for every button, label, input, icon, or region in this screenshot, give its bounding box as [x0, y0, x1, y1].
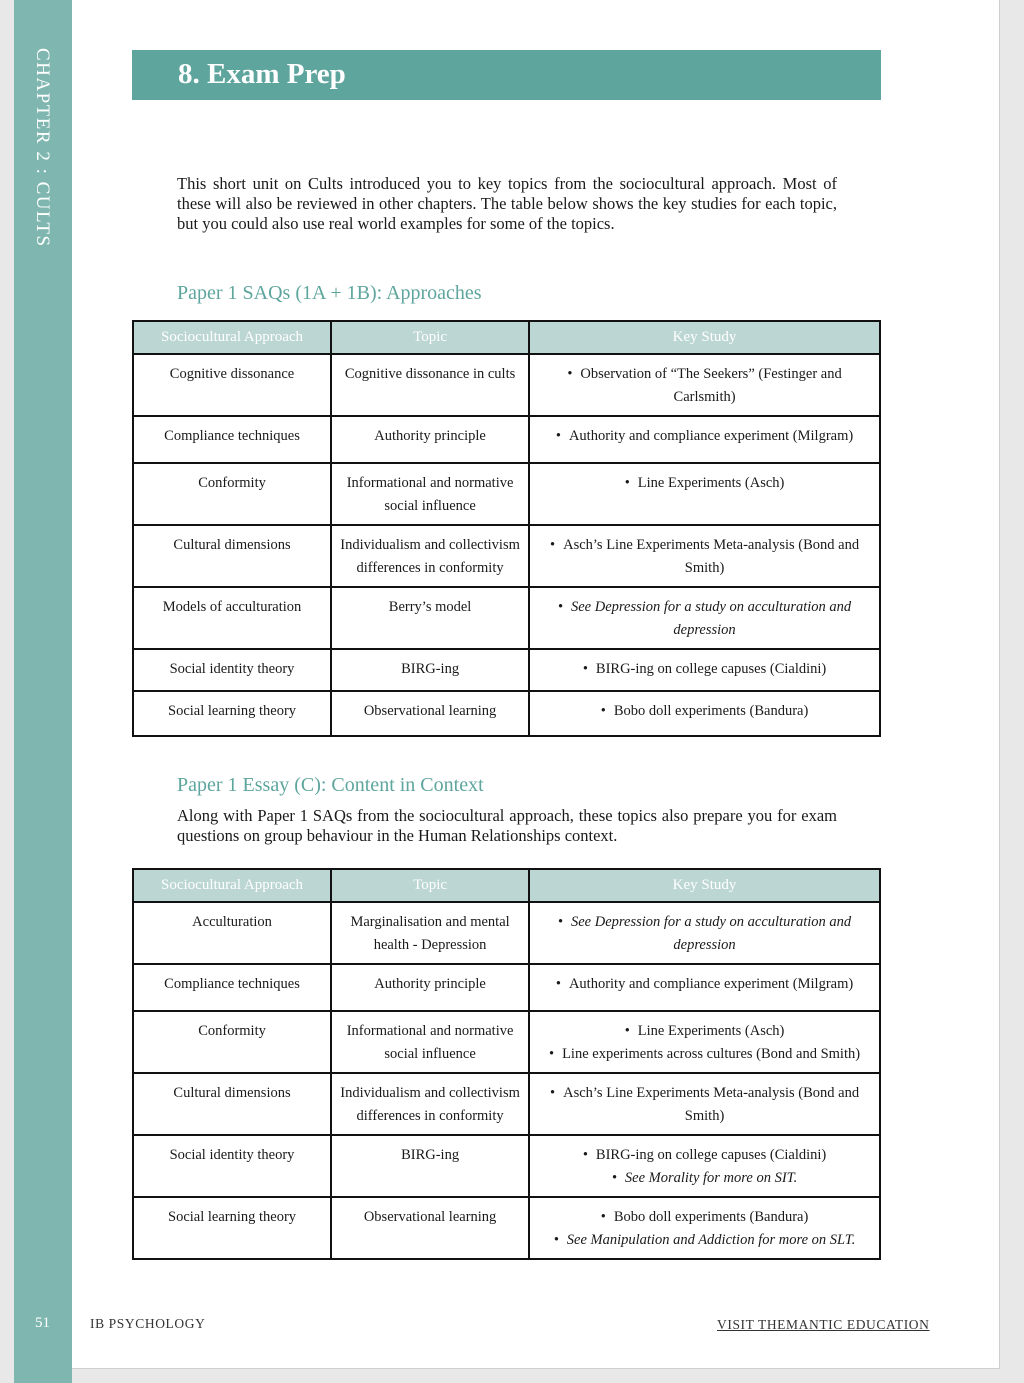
- cell-approach: Acculturation: [133, 902, 331, 964]
- header-topic: Topic: [331, 869, 529, 902]
- cell-topic: Observational learning: [331, 1197, 529, 1259]
- cell-topic: Cognitive dissonance in cults: [331, 354, 529, 416]
- table-row: [133, 649, 880, 691]
- study-item: • Line Experiments (Asch): [536, 472, 873, 495]
- cell-key-study: [529, 587, 880, 649]
- cell-key-study: [529, 525, 880, 587]
- table-row: [133, 416, 880, 463]
- table-row: [133, 1197, 880, 1259]
- cell-topic: Informational and normative social influence: [331, 463, 529, 525]
- header-key-study: Key Study: [529, 321, 880, 354]
- table-row: [133, 587, 880, 649]
- cell-topic: BIRG-ing: [331, 649, 529, 691]
- cell-key-study: [529, 1073, 880, 1135]
- cell-approach: Social identity theory: [133, 1135, 331, 1197]
- approaches-table: [132, 320, 881, 737]
- chapter-sidebar: [14, 0, 72, 1368]
- table-row: [133, 354, 880, 416]
- study-item: • Authority and compliance experiment (Milgram): [536, 425, 873, 448]
- cell-topic: Individualism and collectivism differences in conformity: [331, 1073, 529, 1135]
- study-item: • Asch’s Line Experiments Meta-analysis (Bond and Smith): [536, 534, 873, 580]
- table-row: [133, 964, 880, 1011]
- study-item: • BIRG-ing on college capuses (Cialdini): [536, 1144, 873, 1167]
- table-row: [133, 1135, 880, 1197]
- cell-approach: Social learning theory: [133, 691, 331, 736]
- study-item: • Bobo doll experiments (Bandura): [536, 1206, 873, 1229]
- header-approach: Sociocultural Approach: [133, 321, 331, 354]
- cell-approach: Social identity theory: [133, 649, 331, 691]
- cell-approach: Social learning theory: [133, 1197, 331, 1259]
- cell-key-study: [529, 463, 880, 525]
- cell-key-study: [529, 1197, 880, 1259]
- cell-approach: Compliance techniques: [133, 416, 331, 463]
- cell-topic: Individualism and collectivism differences in conformity: [331, 525, 529, 587]
- intro-paragraph: This short unit on Cults introduced you to key topics from the sociocultural approach. Most of these will also be reviewed in other chapters. The table below shows the key studies for each topic, but you could also use real world examples for some of the topics.: [177, 174, 837, 233]
- study-item: • Authority and compliance experiment (Milgram): [536, 973, 873, 996]
- cell-key-study: [529, 1135, 880, 1197]
- chapter-label: CHAPTER 2 : CULTS: [32, 48, 53, 248]
- cell-key-study: [529, 354, 880, 416]
- cell-approach: Cultural dimensions: [133, 525, 331, 587]
- cell-approach: Conformity: [133, 463, 331, 525]
- cell-topic: BIRG-ing: [331, 1135, 529, 1197]
- cell-approach: Conformity: [133, 1011, 331, 1073]
- table-row: [133, 691, 880, 736]
- cell-approach: Models of acculturation: [133, 587, 331, 649]
- cell-key-study: [529, 902, 880, 964]
- cell-approach: Cultural dimensions: [133, 1073, 331, 1135]
- cell-key-study: [529, 649, 880, 691]
- study-item: • See Manipulation and Addiction for more on SLT.: [536, 1229, 873, 1252]
- cell-key-study: [529, 691, 880, 736]
- study-item: • See Depression for a study on acculturation and depression: [536, 596, 873, 642]
- table-row: [133, 1073, 880, 1135]
- study-item: • Asch’s Line Experiments Meta-analysis (Bond and Smith): [536, 1082, 873, 1128]
- sidebar-strip: [14, 1368, 72, 1383]
- essay-paragraph: Along with Paper 1 SAQs from the sociocultural approach, these topics also prepare you for exam questions on group behaviour in the Human Relationships context.: [177, 806, 837, 845]
- cell-key-study: [529, 964, 880, 1011]
- table-header-row: [133, 869, 880, 902]
- study-item: • Line experiments across cultures (Bond and Smith): [536, 1043, 873, 1066]
- table-row: [133, 463, 880, 525]
- study-item: • Line Experiments (Asch): [536, 1020, 873, 1043]
- footer-link[interactable]: VISIT THEMANTIC EDUCATION: [717, 1317, 930, 1332]
- cell-key-study: [529, 416, 880, 463]
- cell-topic: Marginalisation and mental health - Depression: [331, 902, 529, 964]
- table-row: [133, 525, 880, 587]
- study-item: • See Depression for a study on acculturation and depression: [536, 911, 873, 957]
- cell-approach: Compliance techniques: [133, 964, 331, 1011]
- study-item: • Bobo doll experiments (Bandura): [536, 700, 873, 723]
- cell-approach: Cognitive dissonance: [133, 354, 331, 416]
- header-topic: Topic: [331, 321, 529, 354]
- header-key-study: Key Study: [529, 869, 880, 902]
- footer-book-title: IB PSYCHOLOGY: [90, 1316, 206, 1331]
- study-item: • Observation of “The Seekers” (Festinger and Carlsmith): [536, 363, 873, 409]
- cell-topic: Authority principle: [331, 416, 529, 463]
- page-title: 8. Exam Prep: [178, 58, 346, 90]
- page-number: 51: [35, 1315, 50, 1331]
- table-header-row: [133, 321, 880, 354]
- header-approach: Sociocultural Approach: [133, 869, 331, 902]
- cell-topic: Authority principle: [331, 964, 529, 1011]
- section-heading-saqs: Paper 1 SAQs (1A + 1B): Approaches: [177, 282, 482, 304]
- study-item: • BIRG-ing on college capuses (Cialdini): [536, 658, 873, 681]
- table-row: [133, 1011, 880, 1073]
- cell-key-study: [529, 1011, 880, 1073]
- page: [14, 0, 1000, 1369]
- title-banner: [132, 50, 881, 100]
- content-in-context-table: [132, 868, 881, 1260]
- study-item: • See Morality for more on SIT.: [536, 1167, 873, 1190]
- section-heading-essay: Paper 1 Essay (C): Content in Context: [177, 774, 484, 796]
- cell-topic: Informational and normative social influence: [331, 1011, 529, 1073]
- cell-topic: Observational learning: [331, 691, 529, 736]
- cell-topic: Berry’s model: [331, 587, 529, 649]
- table-row: [133, 902, 880, 964]
